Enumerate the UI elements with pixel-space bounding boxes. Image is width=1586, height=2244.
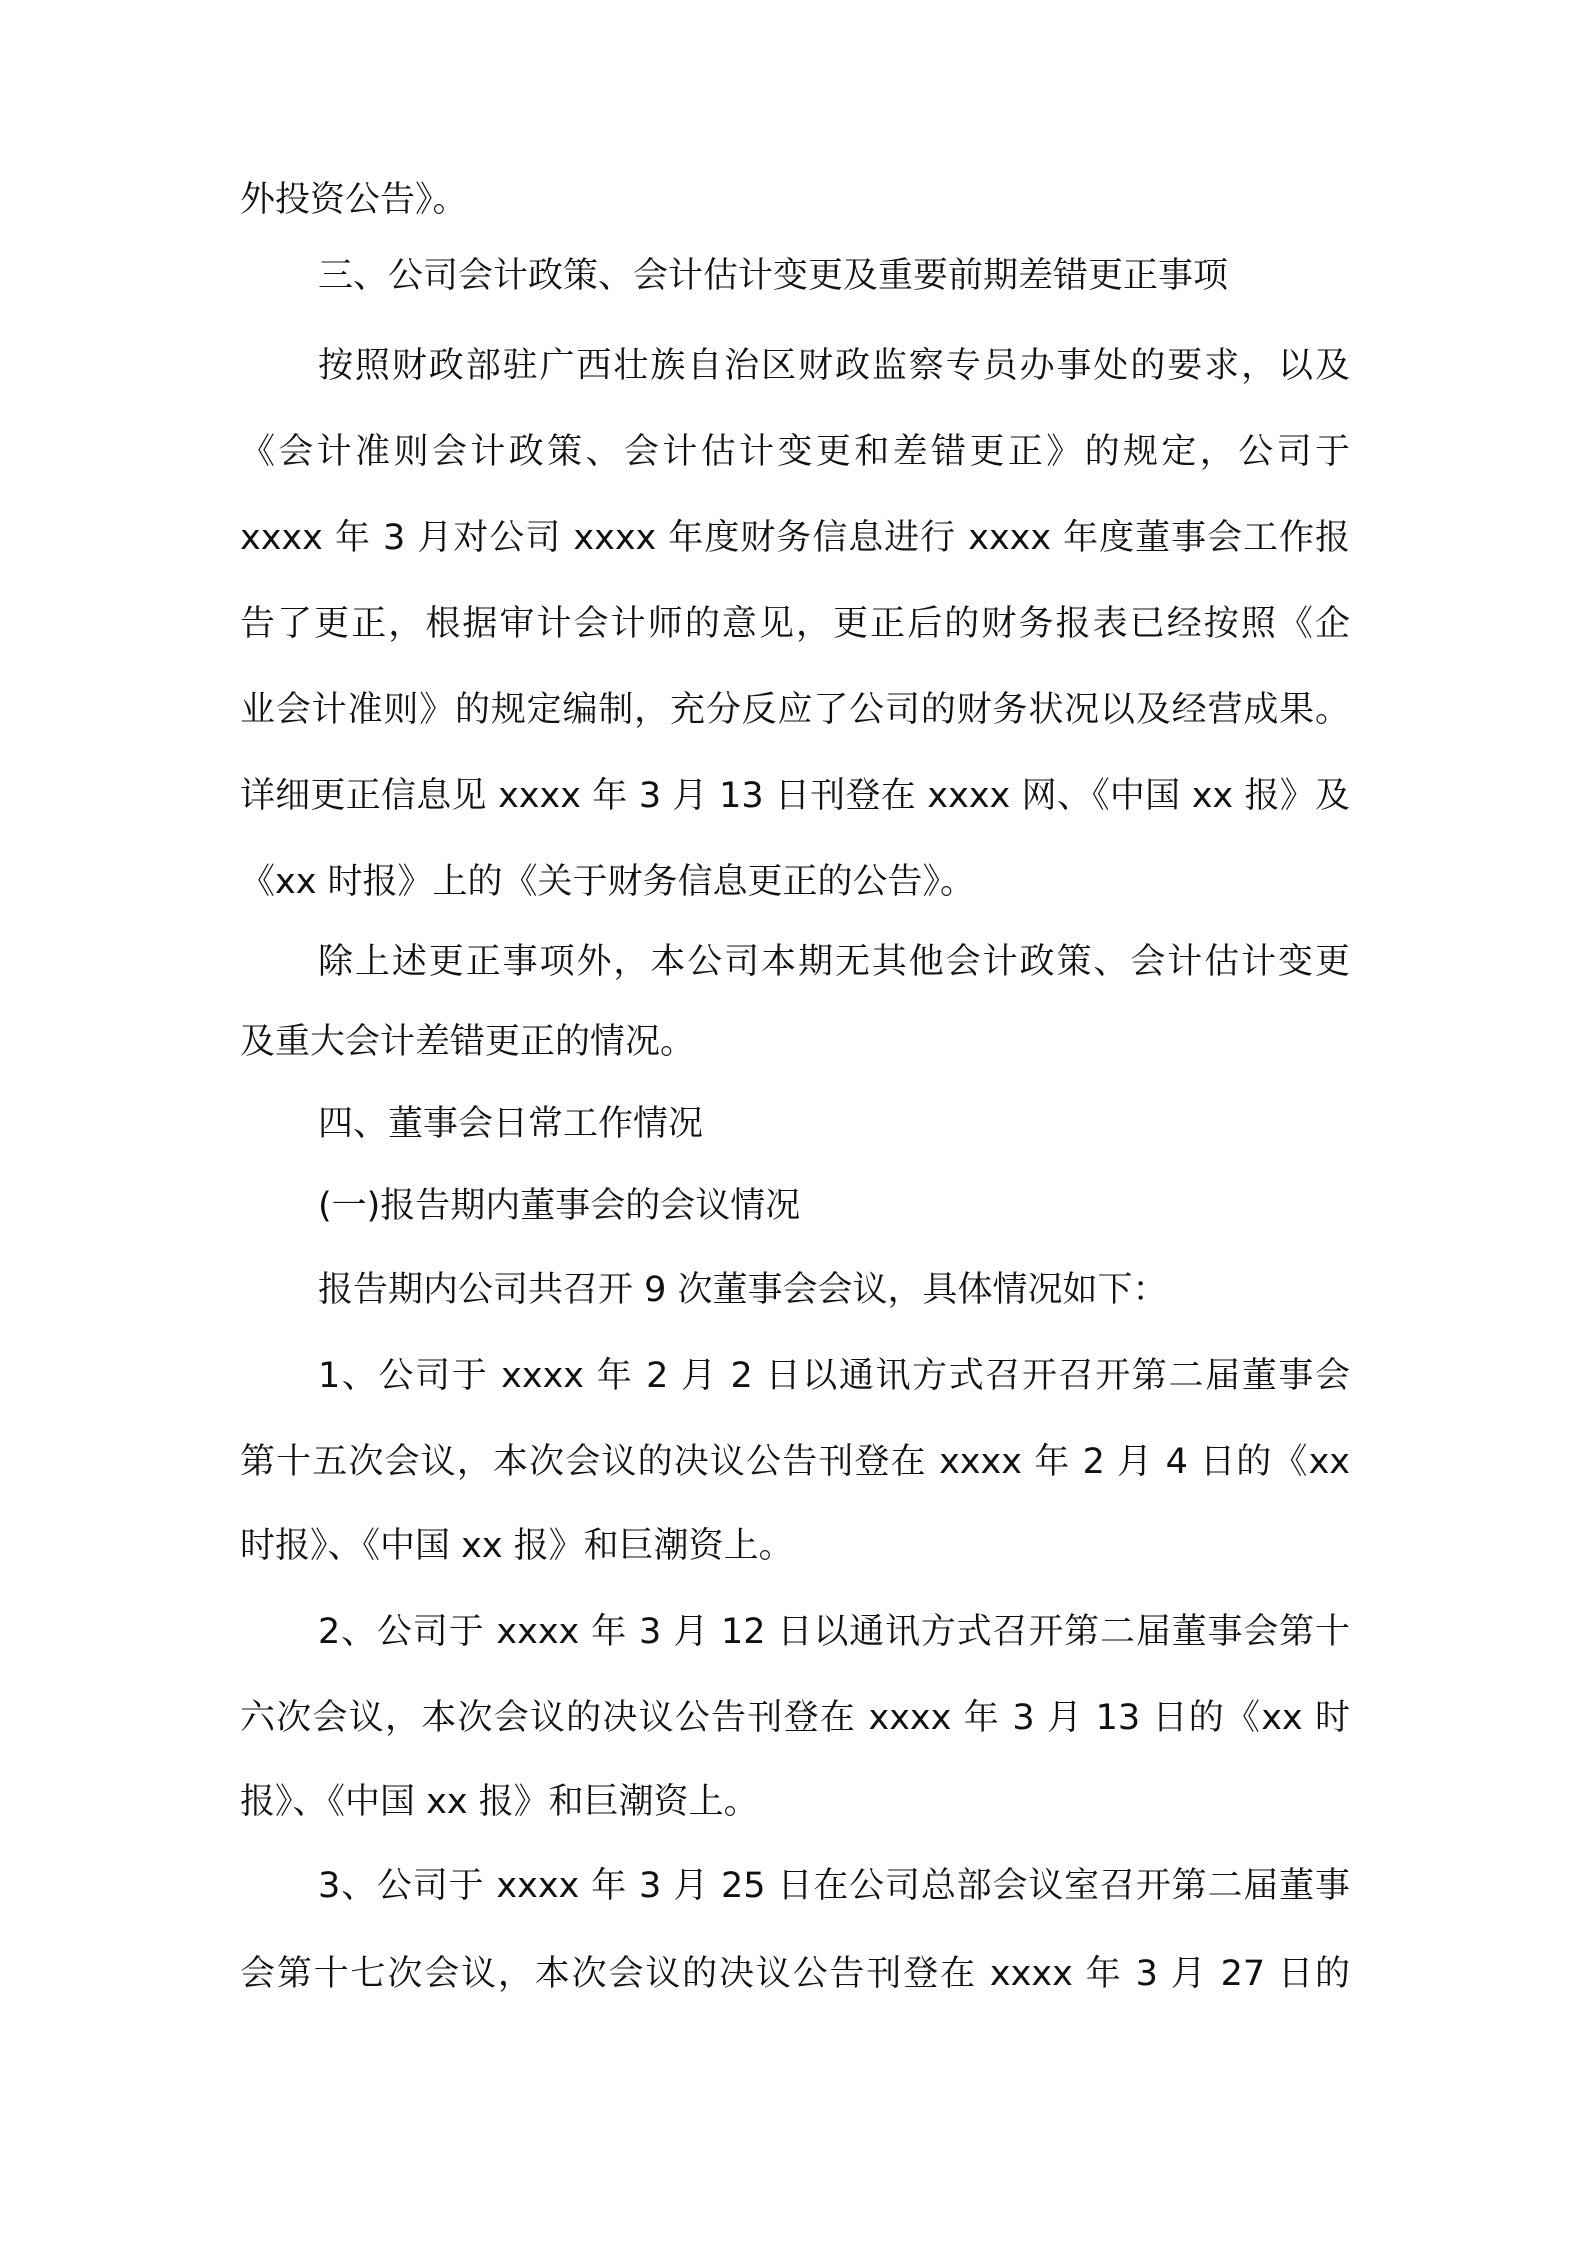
document-line: 1、公司于 xxxx 年 2 月 2 日以通讯方式召开召开第二届董事会 [318,1356,1350,1396]
document-line: 报告期内公司共召开 9 次董事会会议，具体情况如下： [318,1270,1168,1310]
document-line: 第十五次会议，本次会议的决议公告刊登在 xxxx 年 2 月 4 日的《xx [240,1442,1350,1482]
document-line: 三、公司会计政策、会计估计变更及重要前期差错更正事项 [318,256,1229,296]
document-line: 业会计准则》的规定编制，充分反应了公司的财务状况以及经营成果。 [240,690,1350,730]
document-line: 告了更正，根据审计会计师的意见，更正后的财务报表已经按照《企 [240,604,1350,644]
document-line: 按照财政部驻广西壮族自治区财政监察专员办事处的要求，以及 [318,346,1350,386]
document-line: 时报》、《中国 xx 报》和巨潮资上。 [240,1526,794,1566]
document-line: 3、公司于 xxxx 年 3 月 25 日在公司总部会议室召开第二届董事 [318,1866,1350,1906]
document-line: 报》、《中国 xx 报》和巨潮资上。 [240,1782,759,1822]
document-line: 除上述更正事项外，本公司本期无其他会计政策、会计估计变更 [318,942,1350,982]
document-line: 详细更正信息见 xxxx 年 3 月 13 日刊登在 xxxx 网、《中国 xx 报》及 [240,776,1350,816]
document-line: 外投资公告》。 [240,180,468,220]
document-line: xxxx 年 3 月对公司 xxxx 年度财务信息进行 xxxx 年度董事会工作报 [240,518,1350,558]
document-line: 《会计准则会计政策、会计估计变更和差错更正》的规定，公司于 [240,432,1350,472]
document-line: 会第十七次会议，本次会议的决议公告刊登在 xxxx 年 3 月 27 日的 [240,1954,1350,1994]
document-line: 及重大会计差错更正的情况。 [240,1022,696,1062]
document-line: 《xx 时报》上的《关于财务信息更正的公告》。 [240,862,976,902]
document-line: 四、董事会日常工作情况 [318,1104,704,1144]
document-line: (一)报告期内董事会的会议情况 [318,1186,801,1226]
document-line: 六次会议，本次会议的决议公告刊登在 xxxx 年 3 月 13 日的《xx 时 [240,1698,1350,1738]
document-line: 2、公司于 xxxx 年 3 月 12 日以通讯方式召开第二届董事会第十 [318,1612,1350,1652]
